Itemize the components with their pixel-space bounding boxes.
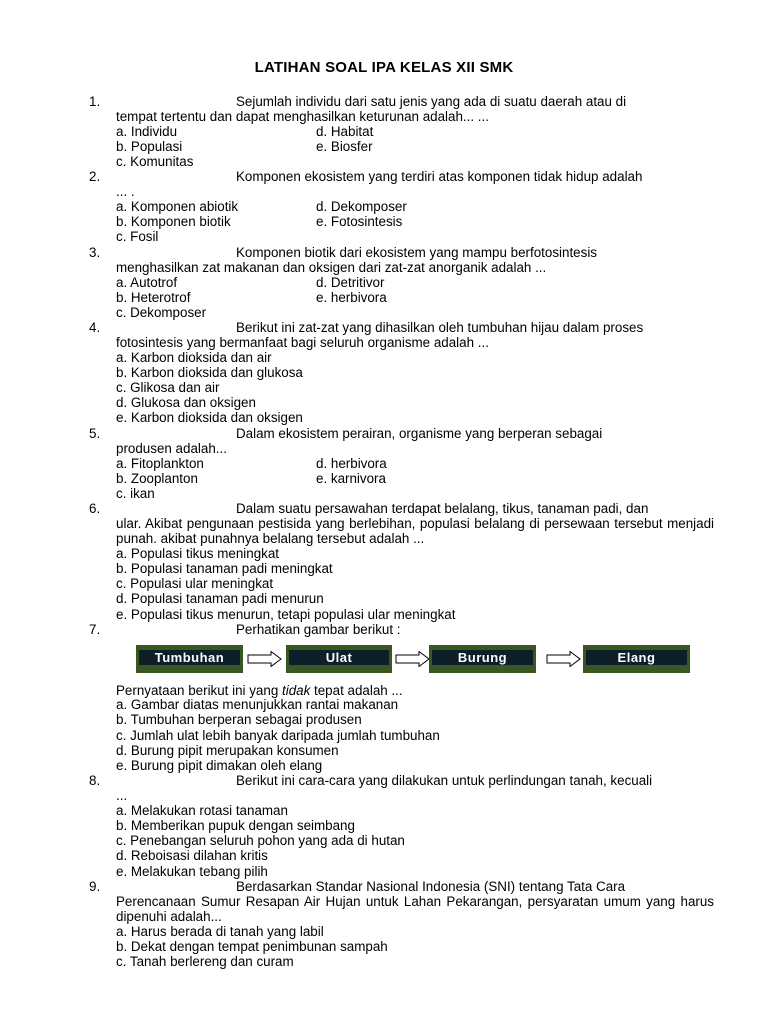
stem-text: Pernyataan berikut ini yang (116, 683, 282, 698)
question-continuation: fotosintesis yang bermanfaat bagi seluruh organisme adalah ... (116, 335, 489, 351)
question-continuation: ular. Akibat pengunaan pestisida yang berlebihan, populasi belalang di persewaan tersebut menjadi punah. akibat punahnya belalang tersebut adalah ... (116, 516, 714, 547)
question-number: 4. (89, 320, 101, 335)
question-text (116, 501, 714, 547)
option: c. Fosil (116, 229, 159, 244)
page-title: LATIHAN SOAL IPA KELAS XII SMK (254, 59, 514, 76)
option: b. Zooplanton (116, 471, 198, 486)
question-number: 1. (89, 94, 101, 109)
option: b. Heterotrof (116, 290, 191, 305)
question-text (116, 622, 714, 637)
question-text (116, 169, 714, 199)
option: e. Melakukan tebang pilih (116, 864, 268, 879)
question-number: 7. (89, 622, 101, 637)
option: c. Dekomposer (116, 305, 207, 320)
option: d. Populasi tanaman padi menurun (116, 591, 324, 606)
option: d. Dekomposer (316, 199, 407, 214)
option: e. Fotosintesis (316, 214, 403, 229)
food-chain-label: Ulat (289, 650, 389, 665)
option: e. herbivora (316, 290, 387, 305)
option: b. Populasi tanaman padi meningkat (116, 561, 333, 576)
question-continuation: ... . (116, 184, 135, 200)
question-number: 9. (89, 879, 101, 894)
option: a. Melakukan rotasi tanaman (116, 803, 288, 818)
food-chain-node (429, 645, 536, 673)
arrow-right-icon (395, 651, 431, 667)
question-text (116, 320, 714, 350)
food-chain-node (136, 645, 243, 673)
option: d. Reboisasi dilahan kritis (116, 848, 268, 863)
option: c. ikan (116, 486, 155, 501)
option: e. Burung pipit dimakan oleh elang (116, 758, 323, 773)
option: c. Jumlah ulat lebih banyak daripada jumlah tumbuhan (116, 728, 440, 743)
option: b. Memberikan pupuk dengan seimbang (116, 818, 355, 833)
question-first-line: Komponen biotik dari ekosistem yang mampu berfotosintesis (236, 245, 597, 260)
option: b. Komponen biotik (116, 214, 231, 229)
question-first-line: Dalam ekosistem perairan, organisme yang berperan sebagai (236, 426, 603, 441)
question-first-line: Sejumlah individu dari satu jenis yang ada di suatu daerah atau di (236, 94, 627, 109)
question-first-line: Dalam suatu persawahan terdapat belalang, tikus, tanaman padi, dan (236, 501, 649, 516)
option: d. Glukosa dan oksigen (116, 395, 256, 410)
option: c. Komunitas (116, 154, 194, 169)
option: c. Populasi ular meningkat (116, 576, 274, 591)
option: a. Gambar diatas menunjukkan rantai makanan (116, 697, 399, 712)
option: e. karnivora (316, 471, 386, 486)
option: b. Populasi (116, 139, 183, 154)
question-continuation: tempat tertentu dan dapat menghasilkan keturunan adalah... ... (116, 109, 489, 125)
option: a. Autotrof (116, 275, 178, 290)
question-number: 3. (89, 245, 101, 260)
option: e. Biosfer (316, 139, 373, 154)
question-first-line: Komponen ekosistem yang terdiri atas komponen tidak hidup adalah (236, 169, 643, 184)
option: b. Tumbuhan berperan sebagai produsen (116, 712, 362, 727)
question-number: 5. (89, 426, 101, 441)
question-text (116, 773, 714, 803)
question-continuation: ... (116, 788, 128, 804)
question-continuation: produsen adalah... (116, 441, 227, 457)
option: a. Karbon dioksida dan air (116, 350, 272, 365)
option: c. Penebangan seluruh pohon yang ada di hutan (116, 833, 405, 848)
option: a. Individu (116, 124, 178, 139)
arrow-right-icon (247, 651, 283, 667)
food-chain-label: Elang (586, 650, 687, 665)
question-number: 6. (89, 501, 101, 516)
question-first-line: Berikut ini cara-cara yang dilakukan untuk perlindungan tanah, kecuali (236, 773, 653, 788)
option: d. Detritivor (316, 275, 385, 290)
option: d. herbivora (316, 456, 387, 471)
option: b. Dekat dengan tempat penimbunan sampah (116, 939, 388, 954)
question-text (116, 426, 714, 456)
option: d. Habitat (316, 124, 374, 139)
option: e. Karbon dioksida dan oksigen (116, 410, 303, 425)
option: a. Populasi tikus meningkat (116, 546, 280, 561)
question-number: 8. (89, 773, 101, 788)
question-first-line: Berdasarkan Standar Nasional Indonesia (SNI) tentang Tata Cara (236, 879, 626, 894)
question-continuation: Perencanaan Sumur Resapan Air Hujan untuk Lahan Pekarangan, persyaratan umum yang harus dipenuhi adalah... (116, 894, 714, 925)
arrow-right-icon (546, 651, 582, 667)
option: c. Glikosa dan air (116, 380, 220, 395)
option: e. Populasi tikus menurun, tetapi populasi ular meningkat (116, 607, 456, 622)
question-number: 2. (89, 169, 101, 184)
option: c. Tanah berlereng dan curam (116, 954, 294, 969)
option: a. Harus berada di tanah yang labil (116, 924, 324, 939)
option: b. Karbon dioksida dan glukosa (116, 365, 303, 380)
food-chain-node (583, 645, 690, 673)
question-text (116, 879, 714, 925)
option: a. Komponen abiotik (116, 199, 239, 214)
food-chain-label: Burung (432, 650, 533, 665)
question-first-line: Perhatikan gambar berikut : (236, 622, 401, 637)
stem-text: tepat adalah ... (310, 683, 403, 698)
question-text (116, 245, 714, 275)
food-chain-node (286, 645, 392, 673)
question-text (116, 94, 714, 124)
question-first-line: Berikut ini zat-zat yang dihasilkan oleh tumbuhan hijau dalam proses (236, 320, 644, 335)
option: a. Fitoplankton (116, 456, 204, 471)
food-chain-label: Tumbuhan (139, 650, 240, 665)
stem-italic: tidak (282, 683, 311, 698)
question-continuation: menghasilkan zat makanan dan oksigen dari zat-zat anorganik adalah ... (116, 260, 547, 276)
question-stem (116, 683, 403, 698)
option: d. Burung pipit merupakan konsumen (116, 743, 339, 758)
